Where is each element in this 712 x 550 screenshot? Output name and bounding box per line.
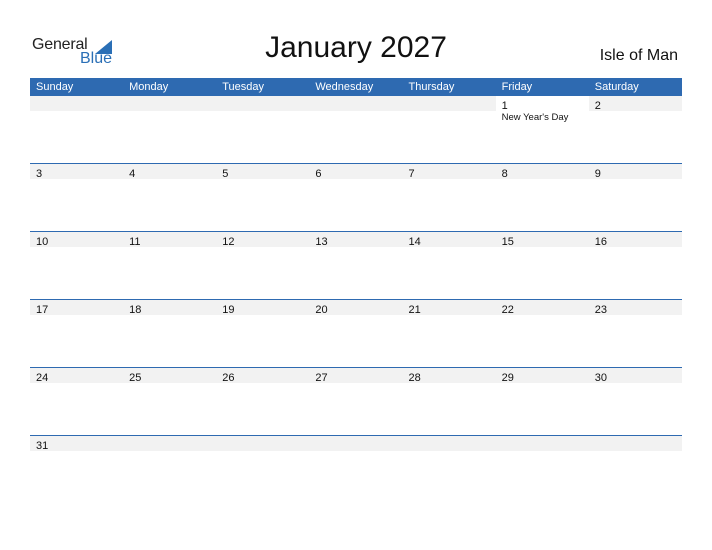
day-cell — [403, 164, 496, 179]
day-cell — [589, 300, 682, 315]
day-cell — [496, 300, 589, 315]
empty-day-cell — [216, 436, 309, 451]
day-cell — [30, 368, 123, 383]
day-number: 1 — [501, 100, 508, 112]
day-number: 18 — [129, 304, 142, 316]
day-number: 3 — [36, 168, 43, 180]
day-number: 14 — [408, 236, 421, 248]
day-cell — [403, 368, 496, 383]
day-number: 11 — [129, 236, 141, 248]
empty-day-cell — [309, 436, 402, 451]
day-cell — [123, 164, 216, 179]
day-number: 27 — [315, 372, 328, 384]
day-cell — [123, 368, 216, 383]
holiday-label: New Year's Day — [501, 112, 569, 123]
week-row — [30, 231, 682, 299]
day-number: 20 — [315, 304, 328, 316]
day-number: 21 — [408, 304, 421, 316]
day-number-strip — [30, 164, 682, 179]
day-cell — [496, 232, 589, 247]
day-cell — [496, 368, 589, 383]
day-number: 23 — [594, 304, 607, 316]
day-number-strip — [30, 232, 682, 247]
calendar-grid — [30, 78, 682, 503]
week-row — [30, 299, 682, 367]
empty-day-cell — [403, 436, 496, 451]
day-number: 28 — [408, 372, 421, 384]
weekday-label: Sunday — [36, 81, 74, 93]
day-number-strip — [30, 96, 682, 123]
weekday-label: Thursday — [408, 81, 455, 93]
day-cell — [123, 300, 216, 315]
day-cell — [403, 232, 496, 247]
day-cell — [30, 232, 123, 247]
logo-general-text: General — [32, 36, 88, 53]
day-cell — [30, 436, 123, 451]
empty-day-cell — [123, 96, 216, 111]
day-number: 25 — [129, 372, 142, 384]
day-number: 30 — [594, 372, 607, 384]
weeks-container — [30, 96, 682, 503]
week-row — [30, 96, 682, 163]
day-number: 4 — [129, 168, 136, 180]
day-cell — [309, 164, 402, 179]
day-number: 24 — [36, 372, 49, 384]
day-number: 2 — [594, 100, 601, 112]
day-number: 5 — [222, 168, 229, 180]
day-number: 9 — [594, 168, 601, 180]
day-cell — [216, 368, 309, 383]
day-cell — [496, 164, 589, 179]
day-number: 19 — [222, 304, 235, 316]
day-number: 10 — [36, 236, 49, 248]
day-number: 22 — [501, 304, 514, 316]
day-cell — [589, 368, 682, 383]
empty-day-cell — [589, 436, 682, 451]
week-row — [30, 163, 682, 231]
day-cell — [496, 96, 589, 123]
day-number-strip — [30, 436, 682, 451]
weekday-label: Friday — [501, 81, 533, 93]
week-row — [30, 367, 682, 435]
day-cell — [309, 368, 402, 383]
day-cell — [309, 232, 402, 247]
day-number-strip — [30, 368, 682, 383]
day-cell — [589, 164, 682, 179]
day-cell — [216, 164, 309, 179]
weekday-label: Monday — [129, 81, 169, 93]
day-number: 12 — [222, 236, 235, 248]
day-cell — [309, 300, 402, 315]
weekday-label: Tuesday — [222, 81, 265, 93]
week-row — [30, 435, 682, 503]
empty-day-cell — [216, 96, 309, 111]
region-label: Isle of Man — [599, 47, 678, 64]
empty-day-cell — [309, 96, 402, 111]
weekday-label: Saturday — [594, 81, 639, 93]
day-number-strip — [30, 300, 682, 315]
day-number: 6 — [315, 168, 322, 180]
day-cell — [589, 96, 682, 111]
day-number: 7 — [408, 168, 415, 180]
day-cell — [216, 300, 309, 315]
weekday-label: Wednesday — [315, 81, 374, 93]
weekday-header — [30, 78, 682, 96]
day-cell — [30, 164, 123, 179]
logo-blue-text: Blue — [80, 50, 113, 67]
day-cell — [403, 300, 496, 315]
day-cell — [123, 232, 216, 247]
day-number: 8 — [501, 168, 508, 180]
day-number: 31 — [36, 440, 49, 452]
day-number: 26 — [222, 372, 235, 384]
day-cell — [216, 232, 309, 247]
day-number: 17 — [36, 304, 49, 316]
empty-day-cell — [496, 436, 589, 451]
day-number: 16 — [594, 236, 607, 248]
day-cell — [589, 232, 682, 247]
day-number: 15 — [501, 236, 514, 248]
empty-day-cell — [403, 96, 496, 111]
empty-day-cell — [123, 436, 216, 451]
day-number: 29 — [501, 372, 514, 384]
day-number: 13 — [315, 236, 328, 248]
empty-day-cell — [30, 96, 123, 111]
day-cell — [30, 300, 123, 315]
calendar-title: January 2027 — [265, 31, 447, 64]
